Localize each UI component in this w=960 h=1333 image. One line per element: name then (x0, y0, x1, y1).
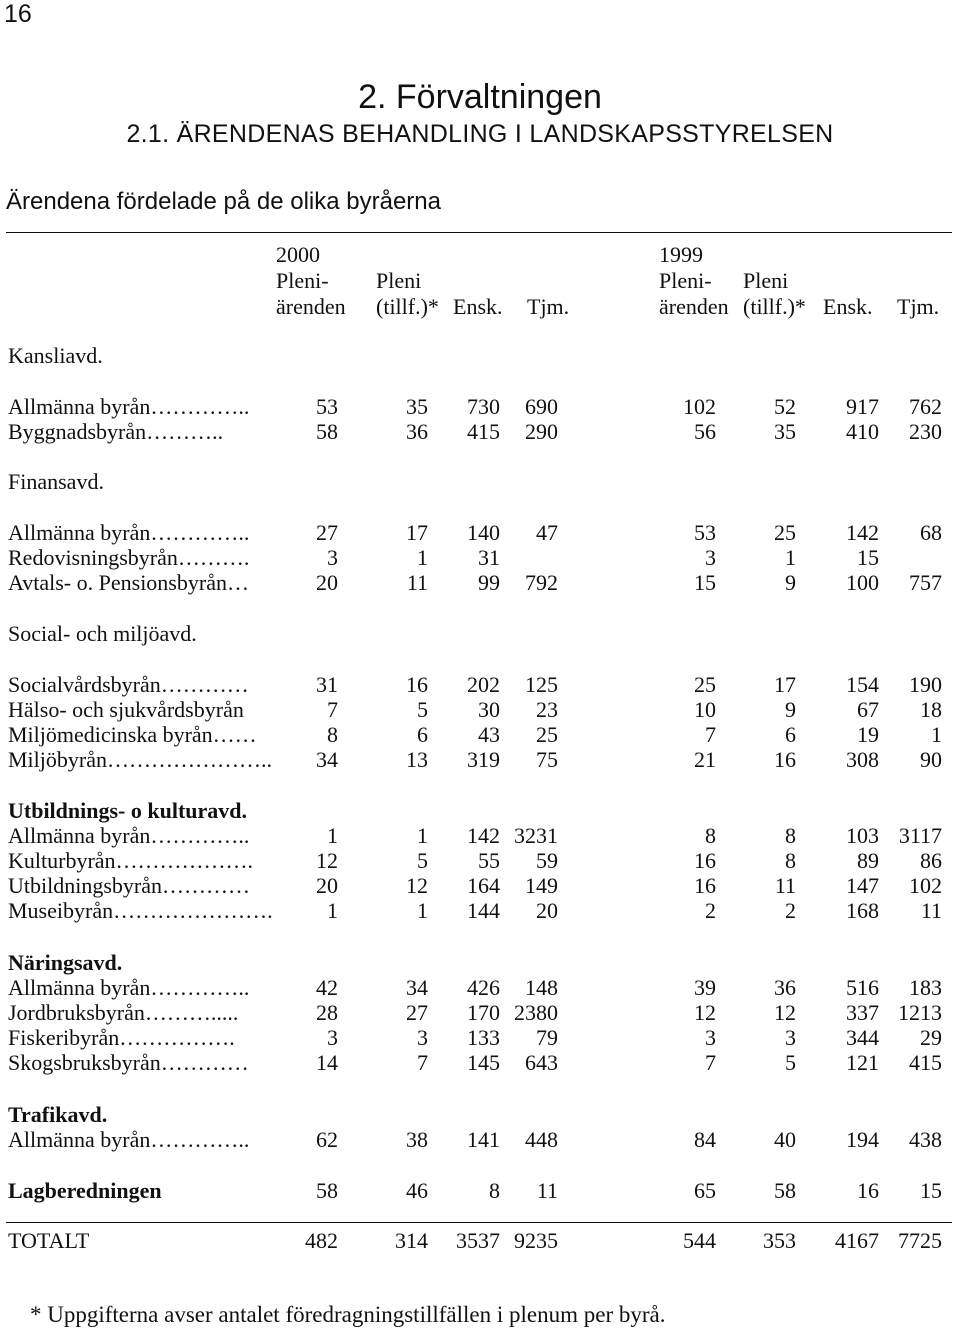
row-label: Skogsbruksbyrån………… (8, 1050, 249, 1075)
value-cell: 337 (846, 1000, 879, 1025)
value-cell: 792 (525, 570, 558, 595)
value-cell: 8 (785, 823, 796, 848)
value-cell: 194 (846, 1127, 879, 1152)
value-cell: 19 (857, 722, 879, 747)
table-row-naringsavd-4 (0, 1050, 960, 1075)
row-label: Avtals- o. Pensionsbyrån… (8, 570, 249, 595)
value-cell: 47 (536, 520, 558, 545)
value-cell: 29 (920, 1025, 942, 1050)
value-cell: 38 (406, 1127, 428, 1152)
value-cell: 28 (316, 1000, 338, 1025)
value-cell: 25 (774, 520, 796, 545)
group-heading-finansavd: Finansavd. (8, 469, 104, 494)
value-cell: 102 (909, 873, 942, 898)
group-heading-trafikavd: Trafikavd. (8, 1102, 108, 1127)
value-cell: 344 (846, 1025, 879, 1050)
row-label: Fiskeribyrån……………. (8, 1025, 235, 1050)
value-cell: 1 (931, 722, 942, 747)
row-label: TOTALT (8, 1228, 90, 1253)
value-cell: 15 (920, 1178, 942, 1203)
row-label: Allmänna byrån………….. (8, 394, 250, 419)
value-cell: 7725 (898, 1228, 942, 1253)
value-cell: 3117 (898, 823, 942, 848)
value-cell: 145 (467, 1050, 500, 1075)
table-row-finansavd-3 (0, 570, 960, 595)
row-label: Hälso- och sjukvårdsbyrån (8, 697, 244, 722)
table-row-kansliavd-2 (0, 419, 960, 444)
value-cell: 141 (467, 1127, 500, 1152)
group-heading-social: Social- och miljöavd. (8, 621, 197, 646)
value-cell: 16 (694, 873, 716, 898)
value-cell: 3 (705, 545, 716, 570)
value-cell: 415 (909, 1050, 942, 1075)
value-cell: 58 (316, 419, 338, 444)
value-cell: 3537 (456, 1228, 500, 1253)
value-cell: 11 (774, 873, 796, 898)
value-cell: 314 (395, 1228, 428, 1253)
value-cell: 154 (846, 672, 879, 697)
table-row-lagberedningen (0, 1178, 960, 1203)
value-cell: 6 (417, 722, 428, 747)
value-cell: 43 (478, 722, 500, 747)
value-cell: 13 (406, 747, 428, 772)
row-label: Museibyrån…………………. (8, 898, 273, 923)
table-row-kansliavd-1 (0, 394, 960, 419)
value-cell: 164 (467, 873, 500, 898)
value-cell: 1213 (898, 1000, 942, 1025)
value-cell: 10 (694, 697, 716, 722)
value-cell: 12 (316, 848, 338, 873)
value-cell: 140 (467, 520, 500, 545)
header-year-2000: 2000 (276, 242, 320, 267)
value-cell: 35 (774, 419, 796, 444)
value-cell: 730 (467, 394, 500, 419)
value-cell: 3 (327, 1025, 338, 1050)
value-cell: 3 (785, 1025, 796, 1050)
header-pleni-tillf-2000-line1: Pleni (376, 268, 422, 293)
value-cell: 84 (694, 1127, 716, 1152)
row-label: Jordbruksbyrån………..... (8, 1000, 239, 1025)
value-cell: 1 (417, 823, 428, 848)
value-cell: 9235 (514, 1228, 558, 1253)
value-cell: 18 (920, 697, 942, 722)
value-cell: 21 (694, 747, 716, 772)
value-cell: 133 (467, 1025, 500, 1050)
value-cell: 319 (467, 747, 500, 772)
value-cell: 27 (406, 1000, 428, 1025)
value-cell: 59 (536, 848, 558, 873)
value-cell: 8 (327, 722, 338, 747)
value-cell: 11 (406, 570, 428, 595)
value-cell: 438 (909, 1127, 942, 1152)
table-row-naringsavd-3 (0, 1025, 960, 1050)
value-cell: 3 (327, 545, 338, 570)
header-tjm-2000: Tjm. (527, 294, 570, 319)
value-cell: 36 (406, 419, 428, 444)
value-cell: 30 (478, 697, 500, 722)
row-label: Allmänna byrån………….. (8, 823, 250, 848)
value-cell: 100 (846, 570, 879, 595)
header-pleni-tillf-1999-line1: Pleni (743, 268, 789, 293)
table-top-rule (6, 232, 952, 233)
value-cell: 46 (406, 1178, 428, 1203)
value-cell: 690 (525, 394, 558, 419)
value-cell: 170 (467, 1000, 500, 1025)
value-cell: 56 (694, 419, 716, 444)
group-heading-naringsavd: Näringsavd. (8, 950, 123, 975)
header-year-1999: 1999 (659, 242, 703, 267)
value-cell: 1 (327, 823, 338, 848)
value-cell: 7 (705, 1050, 716, 1075)
value-cell: 102 (683, 394, 716, 419)
value-cell: 168 (846, 898, 879, 923)
value-cell: 1 (785, 545, 796, 570)
value-cell: 8 (705, 823, 716, 848)
value-cell: 15 (694, 570, 716, 595)
value-cell: 3231 (514, 823, 558, 848)
value-cell: 121 (846, 1050, 879, 1075)
value-cell: 5 (417, 697, 428, 722)
value-cell: 16 (857, 1178, 879, 1203)
value-cell: 16 (694, 848, 716, 873)
value-cell: 39 (694, 975, 716, 1000)
chapter-title: 2. Förvaltningen (358, 78, 602, 116)
value-cell: 1 (417, 898, 428, 923)
value-cell: 67 (857, 697, 879, 722)
value-cell: 40 (774, 1127, 796, 1152)
table-row-utbildning-3 (0, 873, 960, 898)
value-cell: 36 (774, 975, 796, 1000)
value-cell: 7 (327, 697, 338, 722)
value-cell: 125 (525, 672, 558, 697)
header-ensk-1999: Ensk. (823, 294, 873, 319)
value-cell: 58 (316, 1178, 338, 1203)
header-ensk-2000: Ensk. (453, 294, 503, 319)
table-row-trafikavd-1 (0, 1127, 960, 1152)
table-row-social-4 (0, 747, 960, 772)
value-cell: 16 (774, 747, 796, 772)
value-cell: 917 (846, 394, 879, 419)
row-label: Miljömedicinska byrån…… (8, 722, 257, 747)
page-number: 16 (4, 0, 32, 28)
value-cell: 1 (327, 898, 338, 923)
value-cell: 12 (694, 1000, 716, 1025)
value-cell: 144 (467, 898, 500, 923)
value-cell: 308 (846, 747, 879, 772)
table-row-finansavd-2 (0, 545, 960, 570)
table-row-totalt (0, 1228, 960, 1253)
header-pleni-arenden-2000-line1: Pleni- (276, 268, 329, 293)
total-rule (6, 1222, 952, 1223)
header-tjm-1999: Tjm. (897, 294, 940, 319)
value-cell: 31 (316, 672, 338, 697)
row-label: Allmänna byrån………….. (8, 520, 250, 545)
table-row-social-1 (0, 672, 960, 697)
value-cell: 34 (406, 975, 428, 1000)
value-cell: 90 (920, 747, 942, 772)
value-cell: 55 (478, 848, 500, 873)
value-cell: 415 (467, 419, 500, 444)
value-cell: 426 (467, 975, 500, 1000)
value-cell: 643 (525, 1050, 558, 1075)
header-pleni-tillf-2000-line2: (tillf.)* (376, 294, 439, 319)
value-cell: 11 (920, 898, 942, 923)
value-cell: 65 (694, 1178, 716, 1203)
value-cell: 149 (525, 873, 558, 898)
value-cell: 4167 (835, 1228, 879, 1253)
value-cell: 147 (846, 873, 879, 898)
header-pleni-arenden-1999-line2: ärenden (659, 294, 729, 319)
value-cell: 75 (536, 747, 558, 772)
value-cell: 410 (846, 419, 879, 444)
value-cell: 6 (785, 722, 796, 747)
row-label: Miljöbyrån………………….. (8, 747, 272, 772)
row-label: Allmänna byrån………….. (8, 1127, 250, 1152)
row-label: Byggnadsbyrån……….. (8, 419, 224, 444)
value-cell: 86 (920, 848, 942, 873)
group-heading-utbildning: Utbildnings- o kulturavd. (8, 798, 248, 823)
value-cell: 7 (705, 722, 716, 747)
value-cell: 3 (417, 1025, 428, 1050)
value-cell: 2 (705, 898, 716, 923)
row-label: Socialvårdsbyrån………… (8, 672, 249, 697)
row-label: Redovisningsbyrån………. (8, 545, 250, 570)
table-row-utbildning-4 (0, 898, 960, 923)
value-cell: 68 (920, 520, 942, 545)
value-cell: 53 (694, 520, 716, 545)
value-cell: 230 (909, 419, 942, 444)
value-cell: 34 (316, 747, 338, 772)
value-cell: 12 (774, 1000, 796, 1025)
row-label: Utbildningsbyrån………… (8, 873, 250, 898)
footnote: * Uppgifterna avser antalet föredragningstillfällen i plenum per byrå. (30, 1302, 666, 1327)
value-cell: 9 (785, 570, 796, 595)
value-cell: 1 (417, 545, 428, 570)
table-row-naringsavd-2 (0, 1000, 960, 1025)
group-heading-kansliavd: Kansliavd. (8, 343, 103, 368)
value-cell: 8 (785, 848, 796, 873)
value-cell: 15 (857, 545, 879, 570)
value-cell: 79 (536, 1025, 558, 1050)
value-cell: 52 (774, 394, 796, 419)
value-cell: 202 (467, 672, 500, 697)
value-cell: 544 (683, 1228, 716, 1253)
table-row-social-2 (0, 697, 960, 722)
value-cell: 53 (316, 394, 338, 419)
row-label: Allmänna byrån………….. (8, 975, 250, 1000)
row-label: Kulturbyrån………………. (8, 848, 254, 873)
value-cell: 516 (846, 975, 879, 1000)
table-row-utbildning-1 (0, 823, 960, 848)
value-cell: 12 (406, 873, 428, 898)
value-cell: 9 (785, 697, 796, 722)
value-cell: 11 (536, 1178, 558, 1203)
value-cell: 290 (525, 419, 558, 444)
table-caption: Ärendena fördelade på de olika byråerna (6, 188, 441, 215)
value-cell: 16 (406, 672, 428, 697)
value-cell: 5 (417, 848, 428, 873)
value-cell: 2380 (514, 1000, 558, 1025)
section-title: 2.1. ÄRENDENAS BEHANDLING I LANDSKAPSSTYRELSEN (126, 120, 834, 148)
value-cell: 31 (478, 545, 500, 570)
value-cell: 20 (536, 898, 558, 923)
value-cell: 2 (785, 898, 796, 923)
value-cell: 183 (909, 975, 942, 1000)
value-cell: 20 (316, 570, 338, 595)
table-row-naringsavd-1 (0, 975, 960, 1000)
value-cell: 142 (846, 520, 879, 545)
value-cell: 42 (316, 975, 338, 1000)
value-cell: 482 (305, 1228, 338, 1253)
table-row-finansavd-1 (0, 520, 960, 545)
value-cell: 353 (763, 1228, 796, 1253)
value-cell: 190 (909, 672, 942, 697)
value-cell: 25 (694, 672, 716, 697)
value-cell: 62 (316, 1127, 338, 1152)
value-cell: 35 (406, 394, 428, 419)
header-pleni-tillf-1999-line2: (tillf.)* (743, 294, 806, 319)
row-label: Lagberedningen (8, 1178, 162, 1203)
value-cell: 762 (909, 394, 942, 419)
value-cell: 89 (857, 848, 879, 873)
table-row-social-3 (0, 722, 960, 747)
value-cell: 142 (467, 823, 500, 848)
value-cell: 27 (316, 520, 338, 545)
value-cell: 58 (774, 1178, 796, 1203)
value-cell: 148 (525, 975, 558, 1000)
value-cell: 3 (705, 1025, 716, 1050)
value-cell: 25 (536, 722, 558, 747)
table-row-utbildning-2 (0, 848, 960, 873)
value-cell: 7 (417, 1050, 428, 1075)
value-cell: 103 (846, 823, 879, 848)
value-cell: 757 (909, 570, 942, 595)
header-pleni-arenden-2000-line2: ärenden (276, 294, 346, 319)
value-cell: 17 (406, 520, 428, 545)
value-cell: 5 (785, 1050, 796, 1075)
value-cell: 23 (536, 697, 558, 722)
header-pleni-arenden-1999-line1: Pleni- (659, 268, 712, 293)
value-cell: 99 (478, 570, 500, 595)
value-cell: 20 (316, 873, 338, 898)
value-cell: 8 (489, 1178, 500, 1203)
value-cell: 14 (316, 1050, 338, 1075)
value-cell: 17 (774, 672, 796, 697)
value-cell: 448 (525, 1127, 558, 1152)
